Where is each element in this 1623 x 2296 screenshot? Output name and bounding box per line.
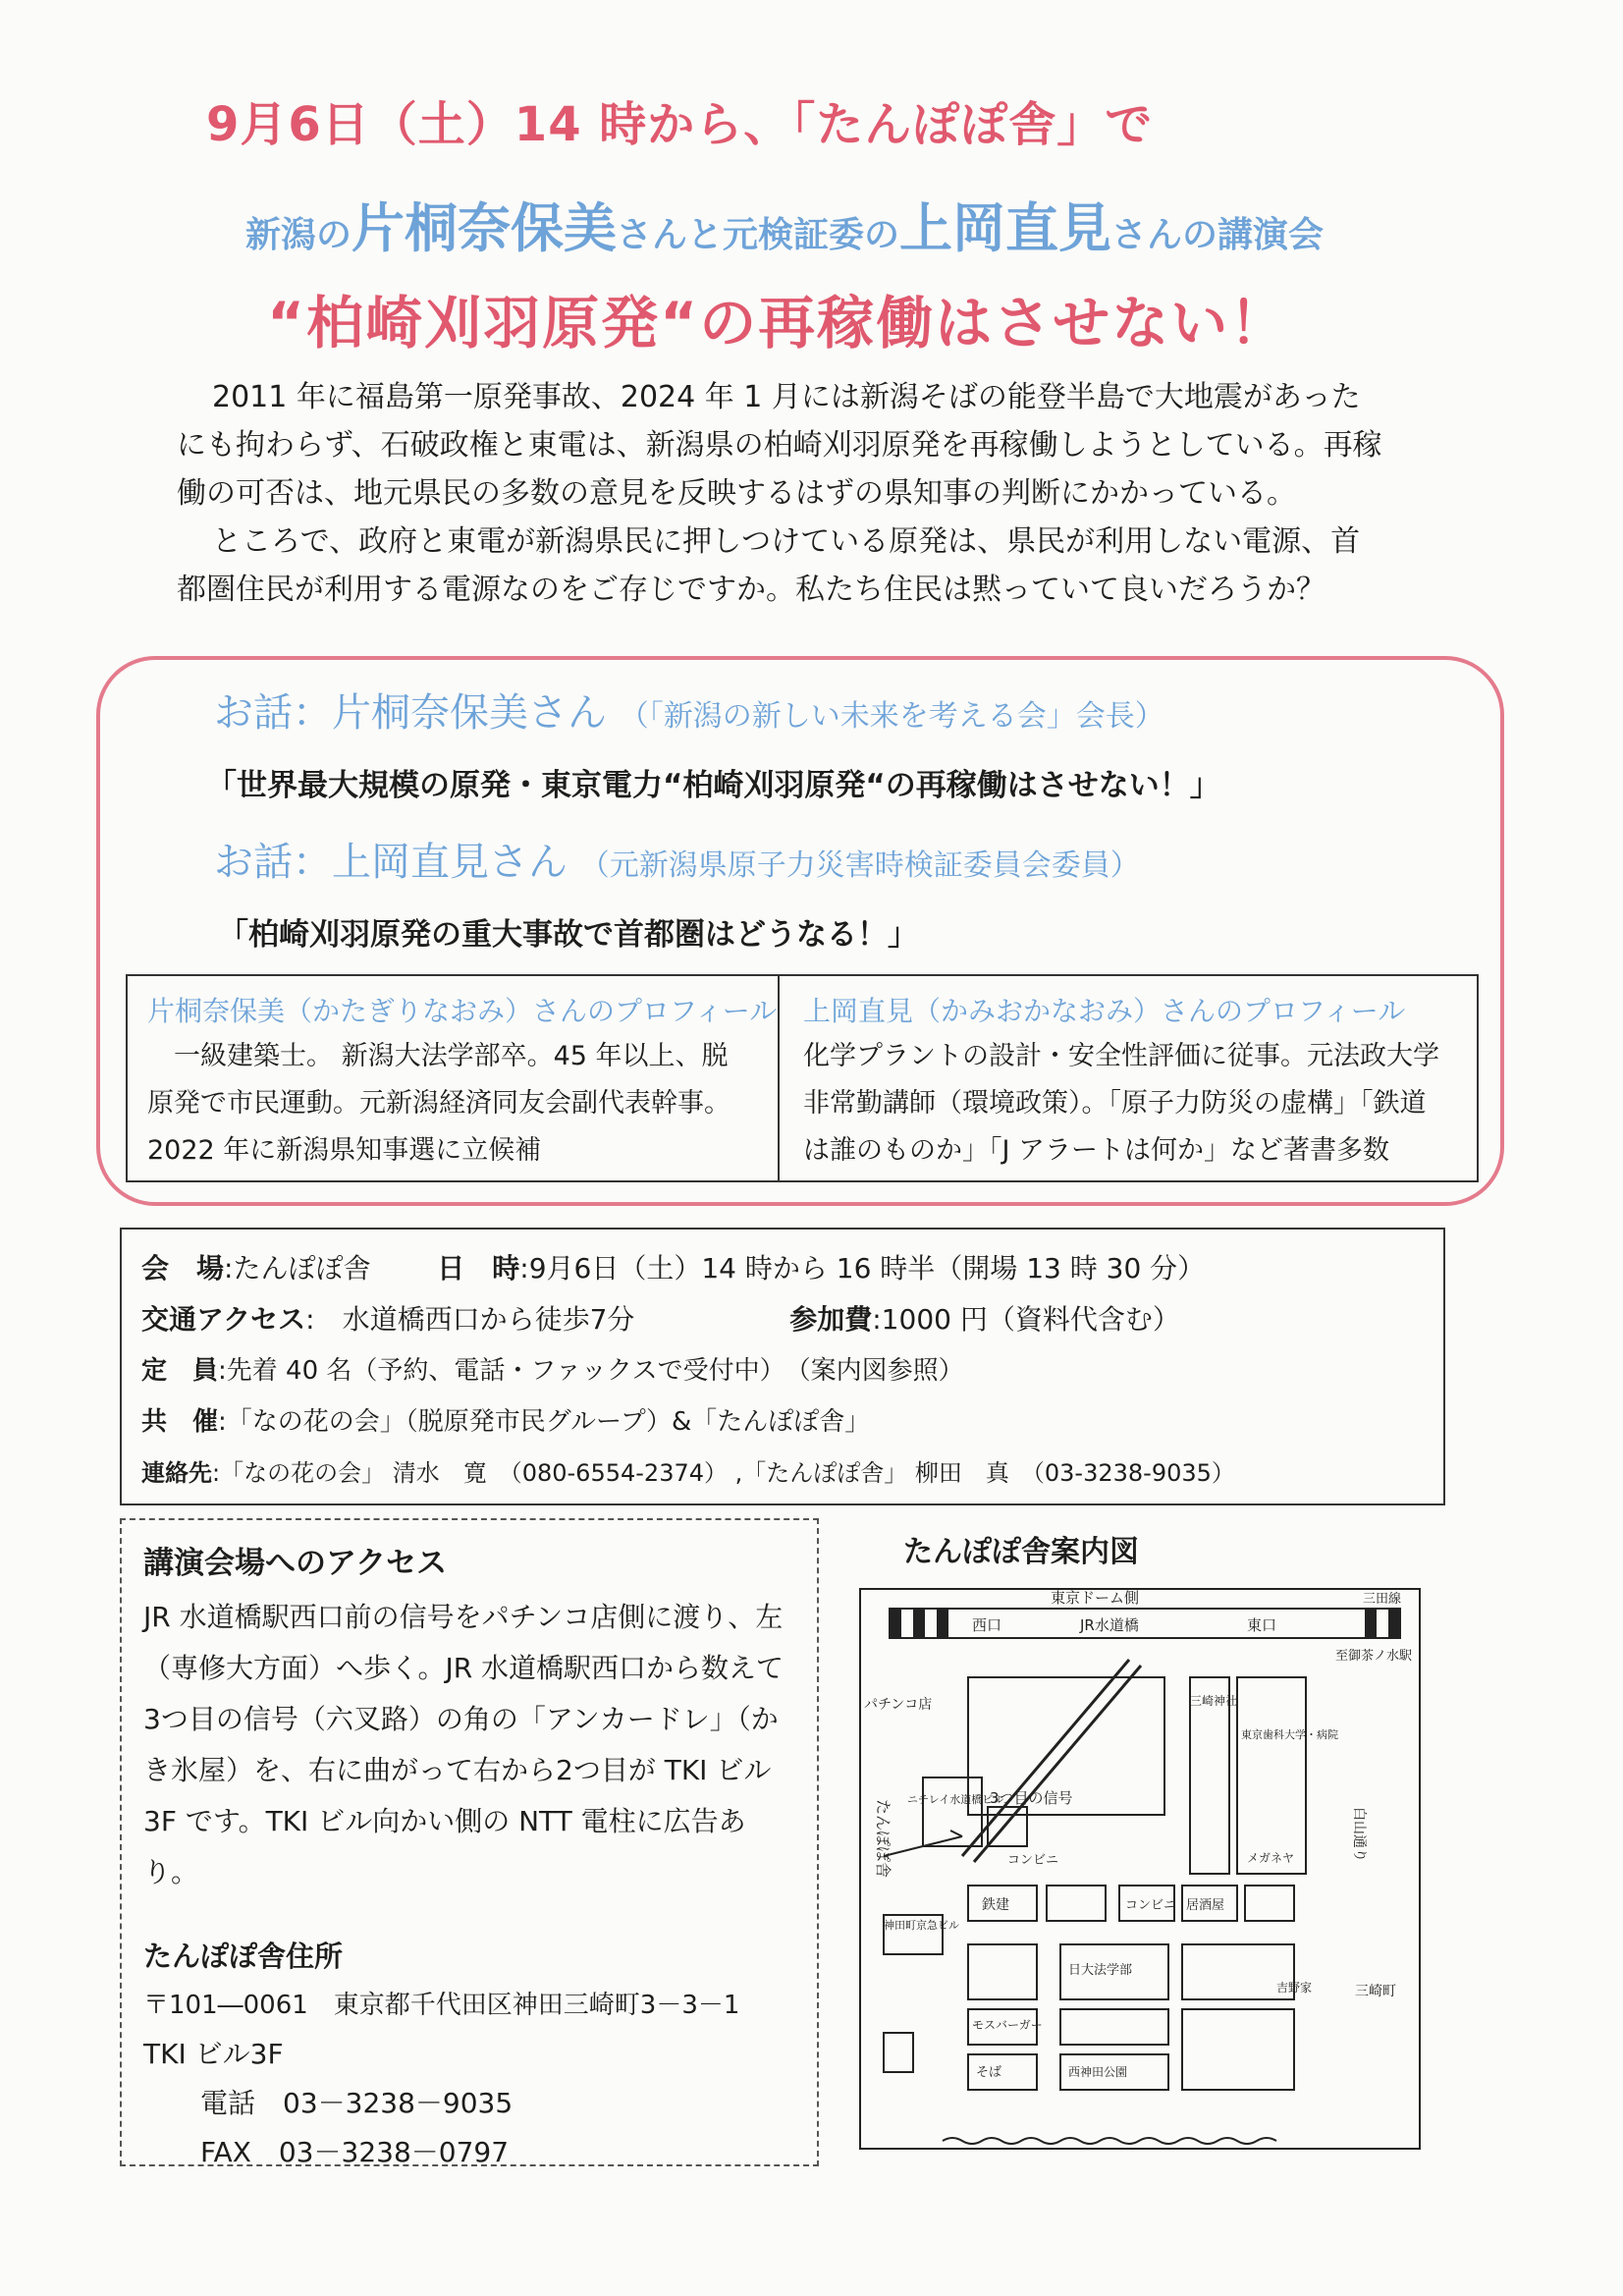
intro-line: 2011 年に福島第一原発事故、2024 年 1 月には新潟そばの能登半島で大地震があった — [212, 380, 1361, 414]
railway-hatching — [890, 1609, 1400, 1638]
intro-line: にも拘わらず、石破政権と東電は、新潟県の柏崎刈羽原発を再稼働しようとしている。再稼 — [177, 428, 1382, 463]
datetime-label: 日 時 — [437, 1252, 520, 1285]
profile-katagiri-text — [147, 1033, 778, 1175]
headline-name-kamioka: 上岡直見 — [899, 197, 1112, 259]
speaker-1-affiliation: （「新潟の新しい未来を考える会」会長） — [619, 699, 1164, 734]
capacity-label: 定 員 — [141, 1356, 219, 1386]
profile-line: 非常勤講師（環境政策）。「原子力防災の虚構」「鉄道 — [803, 1088, 1427, 1119]
capacity-value: :先着 40 名（予約、電話・ファックスで受付中） （案内図参照） — [218, 1356, 964, 1386]
map-label-misakicho: 三崎町 — [1355, 1984, 1396, 1999]
map-label-nichidai: 日大法学部 — [1068, 1963, 1133, 1978]
event-info-box — [120, 1228, 1445, 1505]
diagonal-road — [962, 1660, 1129, 1856]
diagonal-road — [974, 1666, 1141, 1862]
map-arrow — [950, 1831, 962, 1836]
fax-number: FAX 03－3238－0797 — [200, 2136, 510, 2168]
intro-paragraph — [177, 373, 1453, 614]
map-label-conveni-1: コンビニ — [1007, 1853, 1059, 1868]
map-title: たんぽぽ舎案内図 — [903, 1535, 1139, 1569]
map-label-misaki-shrine: 三崎神社 — [1190, 1694, 1238, 1708]
address-line-2: TKI ビル3F — [143, 2038, 284, 2070]
profile-line: は誰のものか」「J アラートは何か」など著書多数 — [803, 1135, 1390, 1166]
intro-line: 都圏住民が利用する電源なのをご存じですか。私たち住民は黙っていて良いだろうか？ — [177, 573, 1325, 607]
map-label-hakusan: 白山通り — [1351, 1807, 1367, 1862]
map-label-soba: そば — [976, 2065, 1002, 2080]
map-block — [1047, 1886, 1106, 1921]
host-row — [141, 1396, 1424, 1448]
profile-katagiri — [126, 974, 780, 1182]
access-box — [120, 1518, 819, 2166]
map-label-ochanomizu: 至御茶ノ水駅 — [1335, 1649, 1413, 1664]
access-directions: JR 水道橋駅西口前の信号をパチンコ店側に渡り、左（専修大方面）へ歩く。JR 水道橋駅西口から数えて3つ目の信号（六叉路）の角の「アンカードレ」（かき氷屋）を、右に曲がって右から2つ目が TKI ビル3F です。TKI ビル向かい側の NTT 電柱に広告あり。 — [143, 1601, 784, 1888]
contact-value: :「なの花の会」 清水 寛 （080-6554-2374） ,「たんぽぽ舎」 柳田 真 （03-3238-9035） — [212, 1459, 1235, 1487]
headline-name-katagiri: 片桐奈保美 — [352, 197, 618, 259]
map-label-nishikanda-park: 西神田公園 — [1068, 2065, 1128, 2079]
map-label-third-signal: 3つ目の信号 — [990, 1789, 1073, 1807]
headline-speakers — [245, 187, 1324, 262]
map-label-pachinko: パチンコ店 — [864, 1697, 933, 1713]
access-label: 交通アクセス — [141, 1303, 306, 1336]
profile-line: 原発で市民運動。元新潟経済同友会副代表幹事。 — [147, 1088, 730, 1119]
map-label-tekken: 鉄建 — [982, 1897, 1009, 1913]
profile-kamioka-text — [803, 1033, 1477, 1175]
host-label: 共 催 — [141, 1407, 219, 1437]
map-block — [1060, 2009, 1168, 2045]
speaker-1-talk-title: 「世界最大規模の原発・東京電力“柏崎刈羽原発“の再稼働はさせない！」 — [206, 768, 1220, 803]
speaker-1-label: お話：片桐奈保美さん — [214, 690, 607, 736]
host-value: :「なの花の会」（脱原発市民グループ）&「たんぽぽ舎」 — [218, 1407, 871, 1437]
map-label-station: JR水道橋 — [1080, 1616, 1139, 1634]
speaker-1 — [214, 682, 1164, 738]
map-label-tanpopo: たんぽぽ舎 — [874, 1799, 893, 1879]
headline-prefix: 新潟の — [245, 215, 352, 255]
intro-line: ところで、政府と東電が新潟県民に押しつけている原発は、県民が利用しない電源、首 — [212, 524, 1361, 559]
speaker-2-affiliation: （元新潟県原子力災害時検証委員会委員） — [579, 848, 1140, 883]
address-line-1: 〒101―0061 東京都千代田区神田三崎町3－3－1 — [143, 1991, 740, 2020]
guide-map — [825, 1571, 1463, 2160]
access-title: 講演会場へのアクセス — [143, 1546, 448, 1581]
map-block — [968, 1944, 1037, 1999]
venue-label: 会 場 — [141, 1252, 225, 1285]
profile-katagiri-title: 片桐奈保美（かたぎりなおみ）さんのプロフィール — [147, 995, 778, 1027]
map-label-east-exit: 東口 — [1247, 1616, 1277, 1634]
address-title: たんぽぽ舎住所 — [143, 1940, 344, 1973]
map-label-izakaya: 居酒屋 — [1186, 1898, 1225, 1913]
map-label-yoshinoya: 吉野家 — [1276, 1981, 1313, 1995]
map-block — [1237, 1677, 1306, 1874]
map-label-west-exit: 西口 — [972, 1616, 1002, 1634]
map-block — [1182, 2009, 1294, 2090]
map-label-mitaka-line: 三田線 — [1363, 1592, 1402, 1607]
profile-line: 一級建築士。 新潟大法学部卒。45 年以上、脱 — [147, 1041, 729, 1071]
map-label-dental: 東京歯科大学・病院 — [1241, 1728, 1338, 1741]
profile-kamioka — [778, 974, 1479, 1182]
profile-line: 化学プラントの設計・安全性評価に従事。元法政大学 — [803, 1041, 1439, 1071]
capacity-row — [141, 1345, 1424, 1396]
headline-suffix: さんの講演会 — [1111, 215, 1325, 255]
map-label-nittelei: ニチレイ水道橋ビル — [907, 1793, 1004, 1806]
map-label-kanda-bldg: 神田町京急ビル — [884, 1919, 959, 1932]
map-label-dome-side: 東京ドーム側 — [1051, 1589, 1140, 1607]
map-label-megane: メガネヤ — [1247, 1851, 1295, 1865]
map-block — [1245, 1886, 1294, 1921]
fee-value: :1000 円（資料代含む） — [872, 1303, 1180, 1336]
headline-slogan: “柏崎刈羽原発“の再稼働はさせない！ — [267, 290, 1289, 356]
speaker-2 — [214, 831, 1140, 887]
map-label-mos: モスバーガー — [972, 2018, 1043, 2032]
speaker-2-talk-title: 「柏崎刈羽原発の重大事故で首都圏はどうなる！」 — [218, 917, 918, 953]
contact-row — [141, 1448, 1424, 1499]
phone-number: 電話 03－3238－9035 — [200, 2087, 514, 2119]
speaker-2-label: お話：上岡直見さん — [214, 840, 568, 885]
datetime-value: :9月6日（土）14 時から 16 時半（開場 13 時 30 分） — [519, 1252, 1206, 1285]
venue-datetime-row — [141, 1243, 1424, 1294]
map-frame — [860, 1589, 1420, 2149]
railway-line — [890, 1609, 1400, 1638]
map-label-conveni-2: コンビニ — [1125, 1898, 1177, 1913]
venue-value: :たんぽぽ舎 — [224, 1252, 371, 1285]
fee-label: 参加費 — [789, 1303, 873, 1336]
headline-date: 9月6日（土）14 時から、「たんぽぽ舎」で — [206, 97, 1154, 152]
access-value: : 水道橋西口から徒歩7分 — [305, 1303, 635, 1336]
profile-kamioka-title: 上岡直見（かみおかなおみ）さんのプロフィール — [803, 995, 1406, 1027]
map-block — [884, 2033, 913, 2072]
headline-mid: さんと元検証委の — [617, 215, 900, 255]
contact-label: 連絡先 — [141, 1459, 212, 1487]
intro-line: 働の可否は、地元県民の多数の意見を反映するはずの県知事の判断にかかっている。 — [177, 476, 1296, 511]
map-bottom-road — [943, 2138, 1276, 2144]
profile-line: 2022 年に新潟県知事選に立候補 — [147, 1135, 542, 1166]
map-block — [923, 1777, 982, 1846]
access-fee-row — [141, 1294, 1424, 1345]
